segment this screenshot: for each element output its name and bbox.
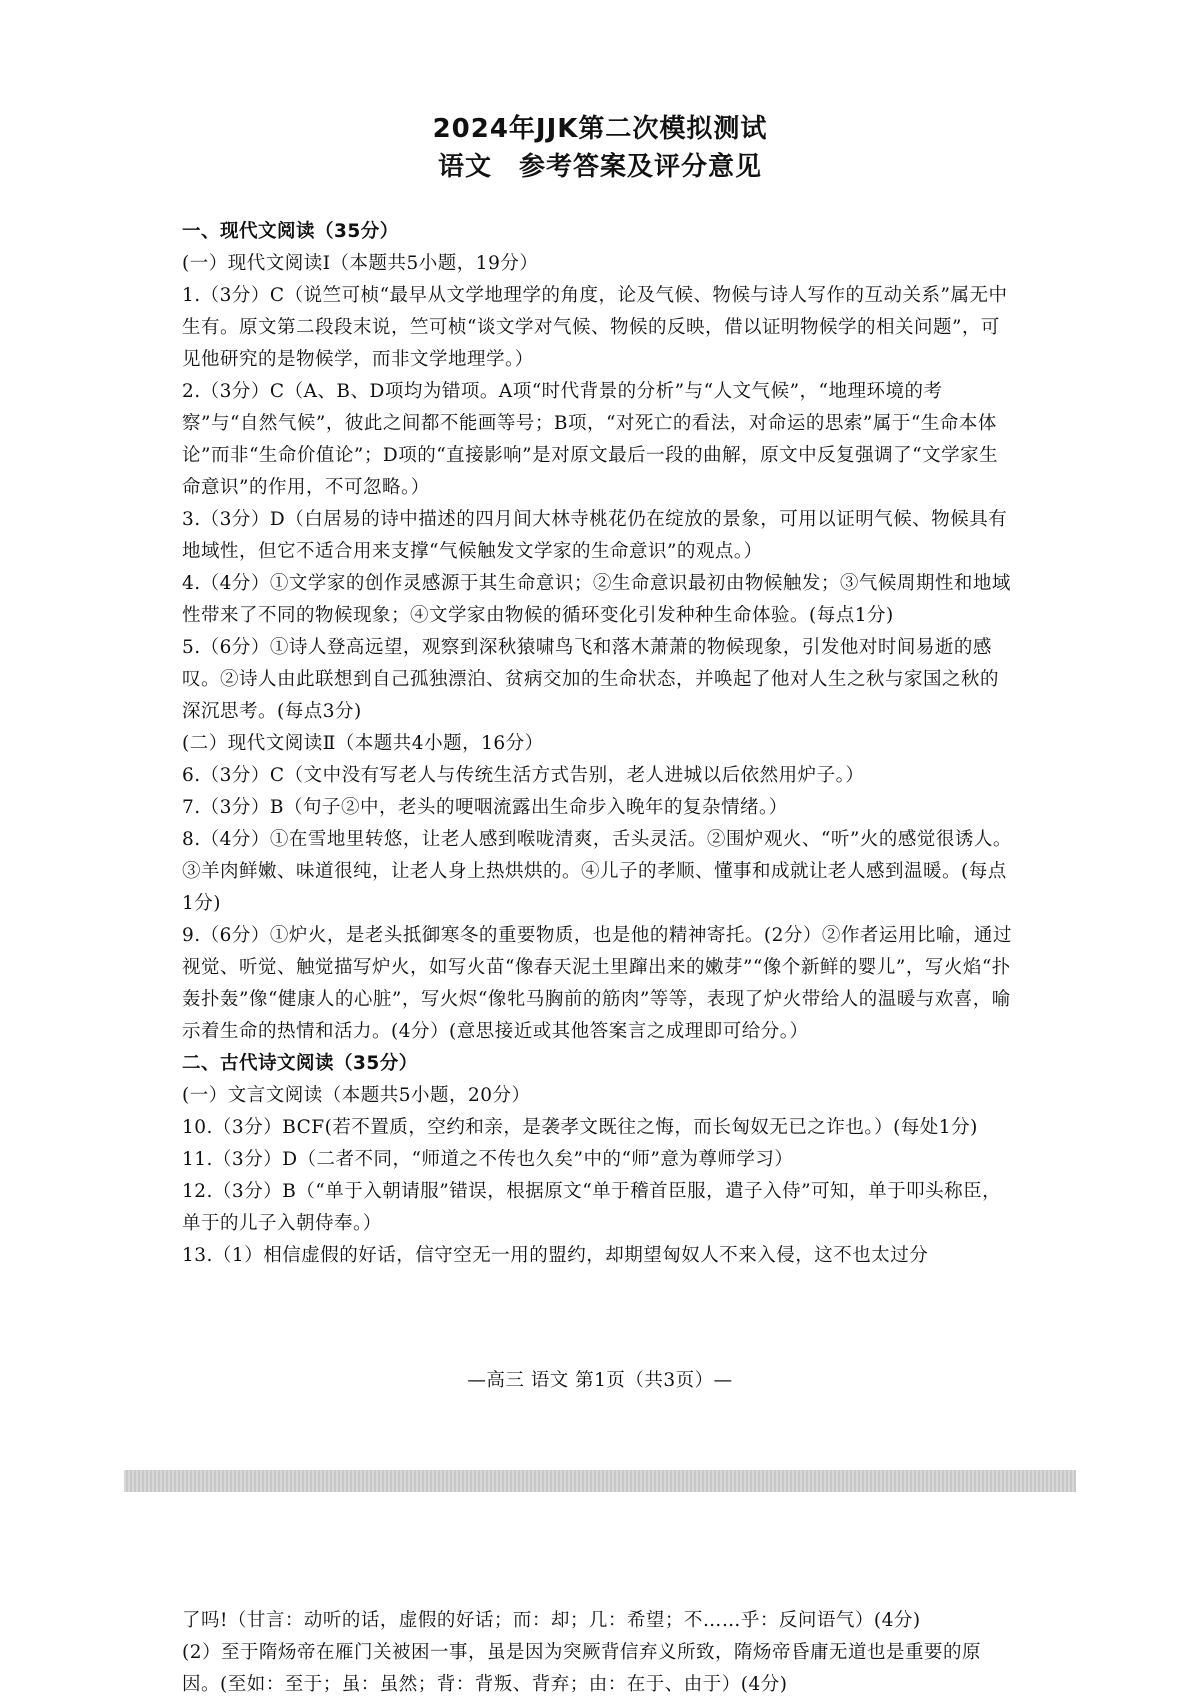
answer-item-3: 3.（3分）D（白居易的诗中描述的四月间大林寺桃花仍在绽放的景象，可用以证明气候、物候具有地域性，但它不适合用来支撑“气候触发文学家的生命意识”的观点。） (182, 509, 1008, 562)
page1-body (182, 216, 1012, 1272)
answer-item-6: 6.（3分）C（文中没有写老人与传统生活方式告别，老人进城以后依然用炉子。） (182, 765, 865, 786)
answer-item-7: 7.（3分）B（句子②中，老头的哽咽流露出生命步入晚年的复杂情绪。） (182, 797, 788, 818)
answer-item-1: 1.（3分）C（说竺可桢“最早从文学地理学的角度，论及气候、物候与诗人写作的互动关系”属无中生有。原文第二段段末说，竺可桢“谈文学对气候、物候的反映，借以证明物候学的相关问题”，可见他研究的是物候学，而非文学地理学。） (182, 285, 1008, 370)
answer-item-12: 12.（3分）B（“单于入朝请服”错误，根据原文“单于稽首臣服，遣子入侍”可知，单于叩头称臣，单于的儿子入朝侍奉。） (182, 1181, 1002, 1234)
answer-item-2: 2.（3分）C（A、B、D项均为错项。A项“时代背景的分析”与“人文气候”，“地理环境的考察”与“自然气候”，彼此之间都不能画等号；B项，“对死亡的看法，对命运的思索”属于“生命本体论”而非“生命价值论”；D项的“直接影响”是对原文最后一段的曲解，原文中反复强调了“文学家生命意识”的作用，不可忽略。） (182, 381, 999, 498)
section-heading-ancient-reading: 二、古代诗文阅读（35分） (182, 1053, 418, 1074)
page-footer: —高三 语文 第1页（共3页）— (467, 1370, 733, 1391)
answer-item-13-part-1: 13.（1）相信虚假的好话，信守空无一用的盟约，却期望匈奴人不来入侵，这不也太过分 (182, 1245, 929, 1266)
subsection-heading-classical-chinese: (一）文言文阅读（本题共5小题，20分） (182, 1085, 531, 1106)
answer-item-13-part-2: (2）至于隋炀帝在雁门关被困一事，虽是因为突厥背信弃义所致，隋炀帝昏庸无道也是重要的原因。(至如：至于；虽：虽然；背：背叛、背弃；由：在于、由于）(4分) (182, 1642, 981, 1695)
subsection-heading-reading-2: (二）现代文阅读Ⅱ（本题共4小题，16分） (182, 733, 544, 754)
answer-item-4: 4.（4分）①文学家的创作灵感源于其生命意识；②生命意识最初由物候触发；③气候周期性和地域性带来了不同的物候现象；④文学家由物候的循环变化引发种种生命体验。(每点1分) (182, 573, 1011, 626)
title-block (0, 110, 1200, 186)
answer-key-title: 语文 参考答案及评分意见 (437, 152, 762, 182)
page-separator (124, 1470, 1076, 1492)
subsection-heading-reading-1: (一）现代文阅读Ⅰ（本题共5小题，19分） (182, 253, 539, 274)
answer-item-5: 5.（6分）①诗人登高远望，观察到深秋猿啸鸟飞和落木萧萧的物候现象，引发他对时间易逝的感叹。②诗人由此联想到自己孤独漂泊、贫病交加的生命状态，并唤起了他对人生之秋与家国之秋的深沉思考。(每点3分) (182, 637, 1000, 722)
answer-item-11: 11.（3分）D（二者不同，“师道之不传也久矣”中的“师”意为尊师学习） (182, 1149, 794, 1170)
section-heading-modern-reading: 一、现代文阅读（35分） (182, 221, 399, 242)
exam-title: 2024年JJK第二次模拟测试 (432, 114, 768, 144)
answer-item-9: 9.（6分）①炉火，是老头抵御寒冬的重要物质，也是他的精神寄托。(2分）②作者运用比喻，通过视觉、听觉、触觉描写炉火，如写火苗“像春天泥土里蹿出来的嫩芽”“像个新鲜的婴儿”，写火焰“扑轰扑轰”像“健康人的心脏”，写火烬“像牝马胸前的筋肉”等等，表现了炉火带给人的温暖与欢喜，喻示着生命的热情和活力。(4分）(意思接近或其他答案言之成理即可给分。） (182, 925, 1012, 1042)
answer-item-13-continued: 了吗!（甘言：动听的话，虚假的好话；而：却；几：希望；不……乎：反问语气）(4分) (182, 1610, 921, 1631)
answer-item-8: 8.（4分）①在雪地里转悠，让老人感到喉咙清爽，舌头灵活。②围炉观火、“听”火的感觉很诱人。③羊肉鲜嫩、味道很纯，让老人身上热烘烘的。④儿子的孝顺、懂事和成就让老人感到温暖。(每点1分) (182, 829, 1012, 914)
page2-body (182, 1605, 1012, 1701)
answer-item-10: 10.（3分）BCF(若不置质，空约和亲，是袭孝文既往之悔，而长匈奴无已之诈也。）(每处1分) (182, 1117, 978, 1138)
